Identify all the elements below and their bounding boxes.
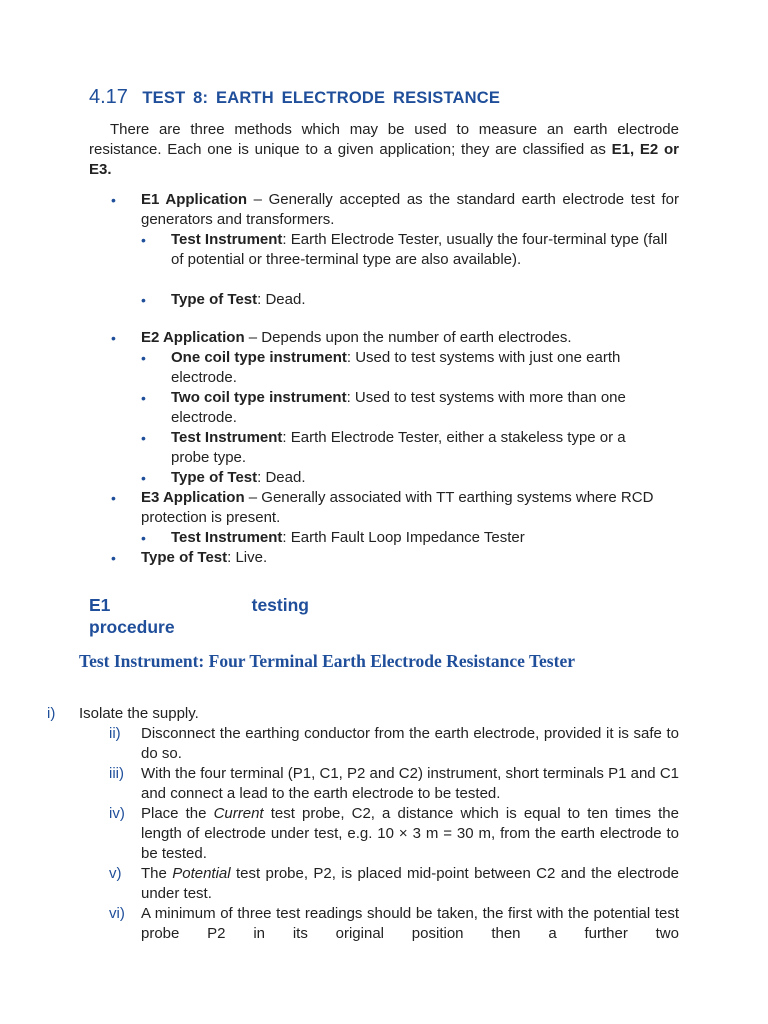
- step-marker: ii): [109, 725, 121, 742]
- intro-paragraph: [89, 120, 679, 180]
- section-title: TEST 8: EARTH ELECTRODE RESISTANCE: [142, 89, 501, 107]
- bullet-icon: •: [141, 350, 146, 366]
- procedure-heading-line2: procedure: [89, 617, 175, 637]
- bullet-icon: •: [111, 192, 116, 208]
- e2-one-coil-text: : Used to test systems with just one earth electrode.: [171, 349, 621, 386]
- e2-label: E2 Application: [141, 329, 245, 346]
- bullet-icon: •: [141, 470, 146, 486]
- bullet-icon: •: [141, 390, 146, 406]
- step-text: test probe, C2, a distance which is equal to ten times the length of electrode under test, e.g. 10 × 3 m = 30 m, from the earth electrode to be tested.: [141, 805, 679, 862]
- intro-classes: E1, E2 or E3.: [89, 141, 679, 178]
- step-marker: i): [47, 705, 56, 722]
- e3-text: – Generally associated with TT earthing systems where RCD protection is present.: [141, 489, 654, 526]
- step-item: A minimum of three test readings should be taken, the first with the potential test probe P2 in its original position then a further two: [141, 905, 679, 942]
- list-item-e2-one-coil: [171, 348, 679, 388]
- step-item: [141, 864, 679, 904]
- list-item-e3-type: [141, 548, 679, 568]
- step-text: test probe, P2, is placed mid-point between C2 and the electrode under test.: [141, 865, 680, 902]
- step-item: [141, 804, 679, 864]
- e2-two-coil-label: Two coil type instrument: [171, 389, 347, 406]
- e2-type-text: : Dead.: [257, 469, 306, 486]
- step-item: With the four terminal (P1, C1, P2 and C2) instrument, short terminals P1 and C1 and connect a lead to the earth electrode to be tested.: [141, 765, 679, 802]
- e2-instrument-label: Test Instrument: [171, 429, 283, 446]
- step-emphasis: Current: [213, 805, 264, 822]
- e3-instrument-text: : Earth Fault Loop Impedance Tester: [282, 529, 525, 546]
- list-item-e3: [141, 488, 679, 528]
- step-emphasis: Potential: [172, 865, 231, 882]
- procedure-heading: [89, 594, 309, 638]
- step-marker: iv): [109, 805, 125, 822]
- e3-type-label: Type of Test: [141, 549, 228, 566]
- section-heading: [89, 86, 500, 109]
- step-text: The: [141, 865, 173, 882]
- e2-type-label: Type of Test: [171, 469, 258, 486]
- step-marker: iii): [109, 765, 124, 782]
- bullet-icon: •: [111, 330, 116, 346]
- list-item-e1: [141, 190, 679, 230]
- e3-instrument-label: Test Instrument: [171, 529, 283, 546]
- list-item-e1-instrument: [171, 230, 679, 270]
- list-item-e3-instrument: [171, 528, 679, 548]
- instrument-heading: Test Instrument: Four Terminal Earth Electrode Resistance Tester: [79, 651, 575, 671]
- e1-instrument-label: Test Instrument: [171, 231, 283, 248]
- step-item: Disconnect the earthing conductor from the earth electrode, provided it is safe to do so.: [141, 725, 679, 762]
- step-item: Isolate the supply.: [79, 705, 199, 722]
- step-marker: v): [109, 865, 122, 882]
- e1-type-text: : Dead.: [257, 291, 306, 308]
- step-marker: vi): [109, 905, 125, 922]
- e1-text: – Generally accepted as the standard earth electrode test for generators and transformers.: [141, 191, 679, 228]
- list-item-e2: [141, 328, 679, 348]
- procedure-heading-word1: E1: [89, 595, 111, 615]
- bullet-icon: •: [111, 490, 116, 506]
- bullet-icon: •: [111, 550, 116, 566]
- bullet-icon: •: [141, 430, 146, 446]
- list-item-e2-instrument: [171, 428, 666, 468]
- list-item-e2-type: [171, 468, 679, 488]
- procedure-heading-word2: testing: [251, 595, 309, 615]
- e1-type-label: Type of Test: [171, 291, 258, 308]
- e3-label: E3 Application: [141, 489, 245, 506]
- e2-two-coil-text: : Used to test systems with more than one electrode.: [171, 389, 626, 426]
- e2-instrument-text: : Earth Electrode Tester, either a stakeless type or a probe type.: [171, 429, 626, 466]
- e2-text: – Depends upon the number of earth electrodes.: [244, 329, 572, 346]
- bullet-icon: •: [141, 292, 146, 308]
- e1-label: E1 Application: [141, 191, 248, 208]
- step-text: Place the: [141, 805, 214, 822]
- e2-one-coil-label: One coil type instrument: [171, 349, 347, 366]
- bullet-icon: •: [141, 232, 146, 248]
- intro-text: There are three methods which may be used to measure an earth electrode resistance. Each one is unique to a given application; they are classified as: [89, 121, 679, 158]
- e3-type-text: : Live.: [227, 549, 268, 566]
- bullet-icon: •: [141, 530, 146, 546]
- section-number: 4.17: [89, 86, 128, 108]
- list-item-e2-two-coil: [171, 388, 679, 428]
- list-item-e1-type: [171, 290, 679, 310]
- e1-instrument-text: : Earth Electrode Tester, usually the four-terminal type (fall of potential or three-terminal type are also available).: [171, 231, 668, 268]
